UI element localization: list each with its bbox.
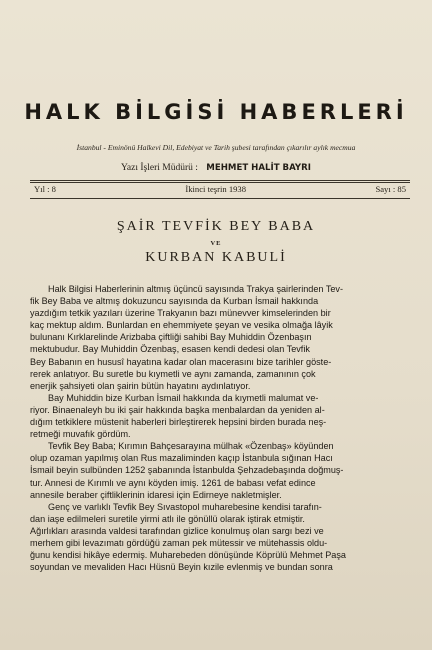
top-rule (30, 180, 410, 181)
body-line: retmeği muvafık gördüm. (30, 429, 131, 440)
issue-number: Sayı : 85 (375, 184, 406, 194)
body-line: dığım tetkiklere müstenit haberleri birleştirerek hepsini birden burada neş- (30, 417, 327, 428)
article-title-and: VE (210, 240, 222, 247)
body-line: tur. Annesi de Kırımlı ve aynı köyden imiş. 1261 de babası vefat edince (30, 477, 316, 488)
journal-subtitle: İstanbul - Eminönü Halkevi Dil, Edebiyat ve Tarih şubesi tarafından çıkarılır aylık mecmua (76, 143, 356, 152)
issue-bar (34, 184, 406, 194)
body-line: soyundan ve mevaliden Hacı Hüsnü Beyin kızile evlenmiş ve bundan sonra (30, 562, 333, 573)
body-line: merhem gibi levazımatı gördüğü zaman pek mütessir ve mütehassis oldu- (30, 537, 328, 548)
body-line: kaç mektup aldım. Bunlardan en ehemmiyete şeyan ve vesika olmağa lâyik (30, 320, 333, 331)
article-title-line2: KURBAN KABULİ (145, 250, 287, 265)
body-line: İsmail beyin sulbünden 1252 şabanında İstanbulda Şehzadebaşında doğmuş- (30, 465, 344, 476)
body-line: dan iaşe edilmeleri suretile yirmi atlı ile gönüllü olarak iştirak etmiştir. (30, 513, 305, 524)
article-body (30, 283, 408, 573)
body-line: riyor. Binaenaleyh bu iki şair hakkında başka menbalardan da yeniden al- (30, 404, 325, 415)
body-line: olup ozaman yapılmış olan Rus mazaliminden kaçıp İstanbula sığınan Hacı (30, 453, 333, 464)
top-rule-double (30, 182, 410, 183)
body-line: bulunanı Kırklarelinde Arizbaba çiftliği sahibi Bay Muhiddin Özenbaşın (30, 332, 312, 343)
body-line: Bey Babanın en hususî hayatına kadar olan macerasını bize tarihler göste- (30, 356, 332, 367)
body-line: annesile beraber çiftliklerinin idaresi için Edirneye nakletmişler. (30, 489, 282, 500)
article-title-line1: ŞAİR TEVFİK BEY BABA (116, 219, 316, 234)
body-line: mektubudur. Bay Muhiddin Özenbaş, esasen kendi dedesi olan Tevfik (30, 344, 310, 355)
editor-label: Yazı İşleri Müdürü : (121, 163, 198, 173)
body-line: Bay Muhiddin bize Kurban İsmail hakkında da kıymetli malumat ve- (48, 392, 319, 403)
body-line: fik Bey Baba ve altmış dokuzuncu sayısında da Kurban İsmail hakkında (30, 296, 319, 307)
body-line: ğunu kendisi hikâye edermiş. Muharebeden dönüşünde Köprülü Mehmet Paşa (30, 550, 346, 561)
body-line: Tevfik Bey Baba; Kırımın Bahçesarayına mülhak «Özenbaş» köyünden (48, 441, 334, 452)
editor-line (0, 163, 432, 173)
body-line: Genç ve varlıklı Tevfik Bey Sıvastopol muharebesine kendisi tarafın- (48, 501, 322, 512)
editor-name: MEHMET HALİT BAYRI (206, 163, 311, 173)
body-line: Halk Bilgisi Haberlerinin altmış üçüncü sayısında Trakya şairlerinden Tev- (48, 284, 343, 294)
issue-date: İkinci teşrin 1938 (185, 184, 247, 194)
body-line: rerek anlatıyor. Bu suretle bu kıymetli ve aynı zamanda, zamanının çok (30, 368, 316, 379)
body-line: Ağırlıkları arasında valdesi tarafından gizlice konulmuş olan sargı bezi ve (30, 525, 324, 536)
body-line: enerjik şahsiyeti olan şairin bütün hayatını aydınlatıyor. (30, 380, 251, 391)
bottom-rule (30, 198, 410, 199)
journal-masthead: HALK BİLGİSİ HABERLERİ (24, 100, 408, 124)
body-line: yazdığım tetkik yazıları üzerine Trakyanın bazı münevver kimselerinden bir (30, 308, 331, 319)
issue-year: Yıl : 8 (34, 184, 56, 194)
